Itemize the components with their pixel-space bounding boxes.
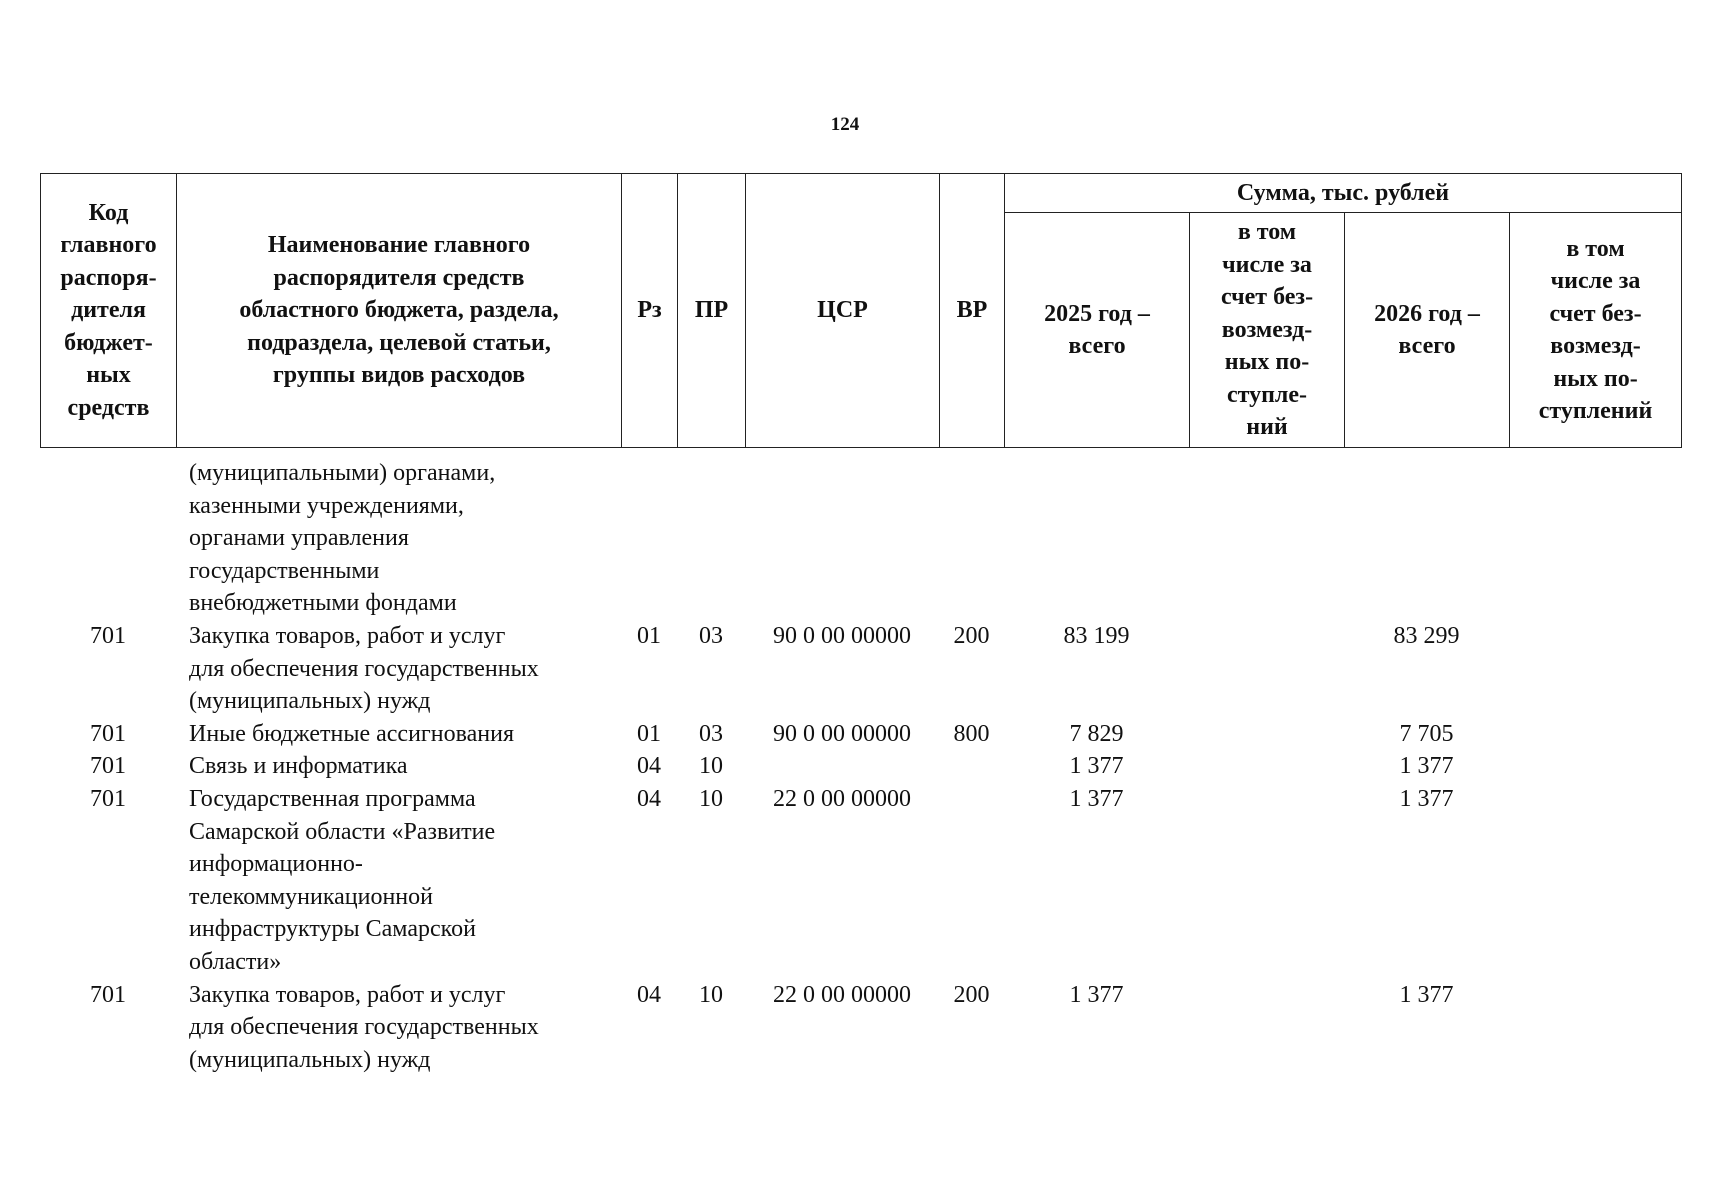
- cell-y2025-free: [1189, 979, 1344, 1077]
- cell-rz: [621, 457, 677, 620]
- cell-code: 701: [90, 720, 126, 747]
- cell-csr: 22 0 00 00000: [773, 785, 911, 812]
- cell-code: 701: [90, 753, 126, 780]
- cell-y2025: [1004, 457, 1189, 620]
- header-2025-free: в том числе за счет без- возмезд- ных по- ступле- ний: [1190, 213, 1345, 448]
- cell-name: Закупка товаров, работ и услуг для обеспечения государственных (муниципальных) нужд: [189, 622, 539, 715]
- header-pr: ПР: [678, 174, 746, 448]
- cell-y2025-free: [1189, 750, 1344, 783]
- cell-y2025: 1 377: [1069, 785, 1124, 812]
- cell-csr: 22 0 00 00000: [773, 981, 911, 1008]
- cell-vr: 200: [953, 981, 990, 1008]
- cell-vr: [939, 783, 1004, 979]
- cell-y2025: 1 377: [1069, 981, 1124, 1008]
- cell-vr: [939, 750, 1004, 783]
- cell-csr: [745, 457, 939, 620]
- cell-y2025-free: [1189, 457, 1344, 620]
- cell-y2026: 1 377: [1399, 785, 1454, 812]
- table-row: [40, 750, 1681, 783]
- cell-code: 701: [90, 981, 126, 1008]
- table-row: [40, 718, 1681, 751]
- header-rz: Рз: [622, 174, 678, 448]
- cell-y2026-free: [1509, 457, 1681, 620]
- cell-y2025-free: [1189, 620, 1344, 718]
- cell-y2026-free: [1509, 620, 1681, 718]
- header-name: Наименование главного распорядителя средств областного бюджета, раздела, подраздела, целевой статьи, группы видов расходов: [177, 174, 622, 448]
- cell-code: 701: [90, 785, 126, 812]
- cell-y2025: 83 199: [1063, 622, 1130, 649]
- cell-rz: 04: [637, 981, 661, 1008]
- cell-code: 701: [90, 622, 126, 649]
- header-2026-total: 2026 год – всего: [1345, 213, 1510, 448]
- cell-rz: 01: [637, 720, 661, 747]
- cell-vr: 200: [953, 622, 990, 649]
- cell-pr: 10: [699, 785, 723, 812]
- cell-rz: 01: [637, 622, 661, 649]
- table-row: [40, 457, 1681, 620]
- cell-pr: 03: [699, 622, 723, 649]
- header-csr: ЦСР: [746, 174, 940, 448]
- cell-name: Закупка товаров, работ и услуг для обеспечения государственных (муниципальных) нужд: [189, 981, 539, 1073]
- cell-y2026: 83 299: [1393, 622, 1460, 649]
- cell-csr: 90 0 00 00000: [773, 622, 911, 649]
- table-header: [40, 173, 1682, 448]
- cell-rz: 04: [637, 785, 661, 812]
- table-row: [40, 979, 1681, 1077]
- cell-y2026-free: [1509, 718, 1681, 751]
- cell-y2026-free: [1509, 979, 1681, 1077]
- header-2026-free: в том числе за счет без- возмезд- ных по- ступлений: [1510, 213, 1682, 448]
- cell-pr: 03: [699, 720, 723, 747]
- table-body: [40, 457, 1681, 1076]
- cell-y2025: 1 377: [1069, 753, 1124, 780]
- table-row: [40, 620, 1681, 718]
- header-vr: ВР: [940, 174, 1005, 448]
- cell-pr: [677, 457, 745, 620]
- cell-pr: 10: [699, 981, 723, 1008]
- cell-y2026-free: [1509, 750, 1681, 783]
- cell-y2025-free: [1189, 783, 1344, 979]
- table-row: [40, 783, 1681, 979]
- cell-y2026: 1 377: [1399, 753, 1454, 780]
- header-code: Код главного распоря- дителя бюджет- ных средств: [41, 174, 177, 448]
- cell-vr: [939, 457, 1004, 620]
- cell-code: [40, 457, 176, 620]
- cell-name: Государственная программа Самарской области «Развитие информационно- телекоммуникационной инфраструктуры Самарской области»: [189, 785, 496, 975]
- page-number: 124: [830, 114, 860, 135]
- cell-csr: [745, 750, 939, 783]
- cell-y2025: 7 829: [1069, 720, 1124, 747]
- cell-pr: 10: [699, 753, 723, 780]
- header-sum: Сумма, тыс. рублей: [1005, 174, 1682, 213]
- cell-y2026: [1344, 457, 1509, 620]
- header-2025-total: 2025 год – всего: [1005, 213, 1190, 448]
- cell-name: Связь и информатика: [189, 753, 408, 780]
- cell-name: (муниципальными) органами, казенными учреждениями, органами управления государственными внебюджетными фондами: [189, 460, 496, 617]
- cell-rz: 04: [637, 753, 661, 780]
- cell-y2025-free: [1189, 718, 1344, 751]
- cell-y2026: 7 705: [1399, 720, 1454, 747]
- cell-y2026-free: [1509, 783, 1681, 979]
- cell-csr: 90 0 00 00000: [773, 720, 911, 747]
- cell-name: Иные бюджетные ассигнования: [189, 720, 514, 747]
- cell-vr: 800: [953, 720, 990, 747]
- cell-y2026: 1 377: [1399, 981, 1454, 1008]
